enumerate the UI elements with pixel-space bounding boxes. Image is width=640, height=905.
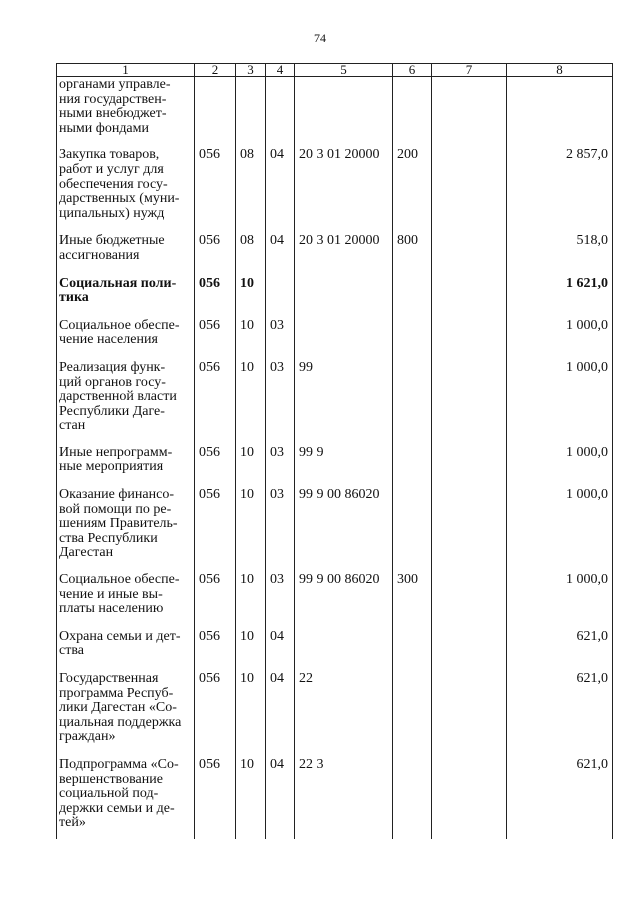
row-section: 10 — [236, 573, 266, 630]
row-subsection — [266, 277, 295, 319]
row-expense-type: 800 — [393, 234, 432, 276]
row-target-article: 20 3 01 20000 — [295, 148, 393, 234]
row-target-article — [295, 277, 393, 319]
row-expense-type — [393, 319, 432, 361]
row-subsection: 04 — [266, 148, 295, 234]
header-col-6: 6 — [393, 64, 432, 77]
header-col-8: 8 — [507, 64, 613, 77]
row-section: 10 — [236, 672, 266, 758]
header-col-4: 4 — [266, 64, 295, 77]
row-section: 08 — [236, 234, 266, 276]
row-section: 10 — [236, 446, 266, 488]
row-amount: 621,0 — [507, 672, 613, 758]
table-row — [57, 77, 613, 149]
row-subsection: 03 — [266, 488, 295, 573]
row-section — [236, 77, 266, 149]
table-row — [57, 573, 613, 630]
row-subsection: 04 — [266, 672, 295, 758]
row-name: Социальное обеспе- чение и иные вы- платы населению — [57, 573, 195, 630]
row-target-article — [295, 77, 393, 149]
row-col-7 — [432, 573, 507, 630]
row-admin-code: 056 — [195, 446, 236, 488]
row-target-article: 20 3 01 20000 — [295, 234, 393, 276]
row-admin-code: 056 — [195, 758, 236, 839]
header-row — [57, 64, 613, 77]
table-row — [57, 672, 613, 758]
row-admin-code: 056 — [195, 488, 236, 573]
row-expense-type — [393, 488, 432, 573]
row-section: 10 — [236, 758, 266, 839]
row-admin-code: 056 — [195, 319, 236, 361]
row-admin-code: 056 — [195, 573, 236, 630]
table-row — [57, 234, 613, 276]
row-expense-type: 200 — [393, 148, 432, 234]
row-col-7 — [432, 488, 507, 573]
row-amount: 1 000,0 — [507, 319, 613, 361]
row-amount: 621,0 — [507, 758, 613, 839]
header-col-3: 3 — [236, 64, 266, 77]
row-col-7 — [432, 77, 507, 149]
row-name: Государственная программа Респуб- лики Дагестан «Со- циальная поддержка граждан» — [57, 672, 195, 758]
row-amount: 1 000,0 — [507, 573, 613, 630]
row-target-article: 99 9 — [295, 446, 393, 488]
row-expense-type — [393, 277, 432, 319]
row-expense-type — [393, 630, 432, 672]
row-amount: 2 857,0 — [507, 148, 613, 234]
row-col-7 — [432, 148, 507, 234]
row-name: Оказание финансо- вой помощи по ре- шениям Правитель- ства Республики Дагестан — [57, 488, 195, 573]
row-name: Иные непрограмм- ные мероприятия — [57, 446, 195, 488]
row-name: Социальная поли- тика — [57, 277, 195, 319]
row-name: Иные бюджетные ассигнования — [57, 234, 195, 276]
row-name: Закупка товаров, работ и услуг для обеспечения госу- дарственных (муни- ципальных) нужд — [57, 148, 195, 234]
row-col-7 — [432, 361, 507, 446]
table-row — [57, 319, 613, 361]
row-name: Подпрограмма «Со- вершенствование социальной под- держки семьи и де- тей» — [57, 758, 195, 839]
row-target-article — [295, 630, 393, 672]
header-col-1: 1 — [57, 64, 195, 77]
row-name: органами управле- ния государствен- ными внебюджет- ными фондами — [57, 77, 195, 149]
page-number: 74 — [314, 31, 326, 45]
row-col-7 — [432, 277, 507, 319]
row-admin-code: 056 — [195, 277, 236, 319]
row-col-7 — [432, 234, 507, 276]
row-target-article: 99 9 00 86020 — [295, 488, 393, 573]
row-target-article: 99 9 00 86020 — [295, 573, 393, 630]
row-subsection: 03 — [266, 573, 295, 630]
row-amount: 1 000,0 — [507, 446, 613, 488]
row-subsection — [266, 77, 295, 149]
row-admin-code: 056 — [195, 361, 236, 446]
row-expense-type: 300 — [393, 573, 432, 630]
row-col-7 — [432, 446, 507, 488]
row-expense-type — [393, 361, 432, 446]
row-admin-code: 056 — [195, 672, 236, 758]
table-row — [57, 446, 613, 488]
row-section: 08 — [236, 148, 266, 234]
row-target-article — [295, 319, 393, 361]
row-expense-type — [393, 446, 432, 488]
row-name: Социальное обеспе- чение населения — [57, 319, 195, 361]
row-admin-code: 056 — [195, 148, 236, 234]
row-name: Реализация функ- ций органов госу- дарственной власти Республики Даге- стан — [57, 361, 195, 446]
row-subsection: 03 — [266, 361, 295, 446]
row-section: 10 — [236, 361, 266, 446]
table-body — [57, 77, 613, 839]
table-row — [57, 488, 613, 573]
row-col-7 — [432, 319, 507, 361]
table-row — [57, 361, 613, 446]
row-expense-type — [393, 758, 432, 839]
row-col-7 — [432, 758, 507, 839]
row-amount: 1 000,0 — [507, 361, 613, 446]
header-col-7: 7 — [432, 64, 507, 77]
row-admin-code: 056 — [195, 630, 236, 672]
row-target-article: 99 — [295, 361, 393, 446]
row-subsection: 03 — [266, 319, 295, 361]
row-amount: 621,0 — [507, 630, 613, 672]
budget-table — [56, 63, 613, 839]
row-target-article: 22 — [295, 672, 393, 758]
row-subsection: 04 — [266, 630, 295, 672]
row-section: 10 — [236, 488, 266, 573]
table-row — [57, 630, 613, 672]
row-amount: 1 000,0 — [507, 488, 613, 573]
row-amount: 1 621,0 — [507, 277, 613, 319]
row-admin-code — [195, 77, 236, 149]
row-subsection: 04 — [266, 234, 295, 276]
table-row — [57, 758, 613, 839]
row-expense-type — [393, 77, 432, 149]
row-section: 10 — [236, 630, 266, 672]
header-col-2: 2 — [195, 64, 236, 77]
row-col-7 — [432, 630, 507, 672]
row-amount — [507, 77, 613, 149]
row-expense-type — [393, 672, 432, 758]
row-amount: 518,0 — [507, 234, 613, 276]
row-section: 10 — [236, 277, 266, 319]
row-subsection: 04 — [266, 758, 295, 839]
row-subsection: 03 — [266, 446, 295, 488]
table-row — [57, 277, 613, 319]
row-target-article: 22 3 — [295, 758, 393, 839]
row-admin-code: 056 — [195, 234, 236, 276]
row-name: Охрана семьи и дет- ства — [57, 630, 195, 672]
row-col-7 — [432, 672, 507, 758]
row-section: 10 — [236, 319, 266, 361]
table-row — [57, 148, 613, 234]
header-col-5: 5 — [295, 64, 393, 77]
